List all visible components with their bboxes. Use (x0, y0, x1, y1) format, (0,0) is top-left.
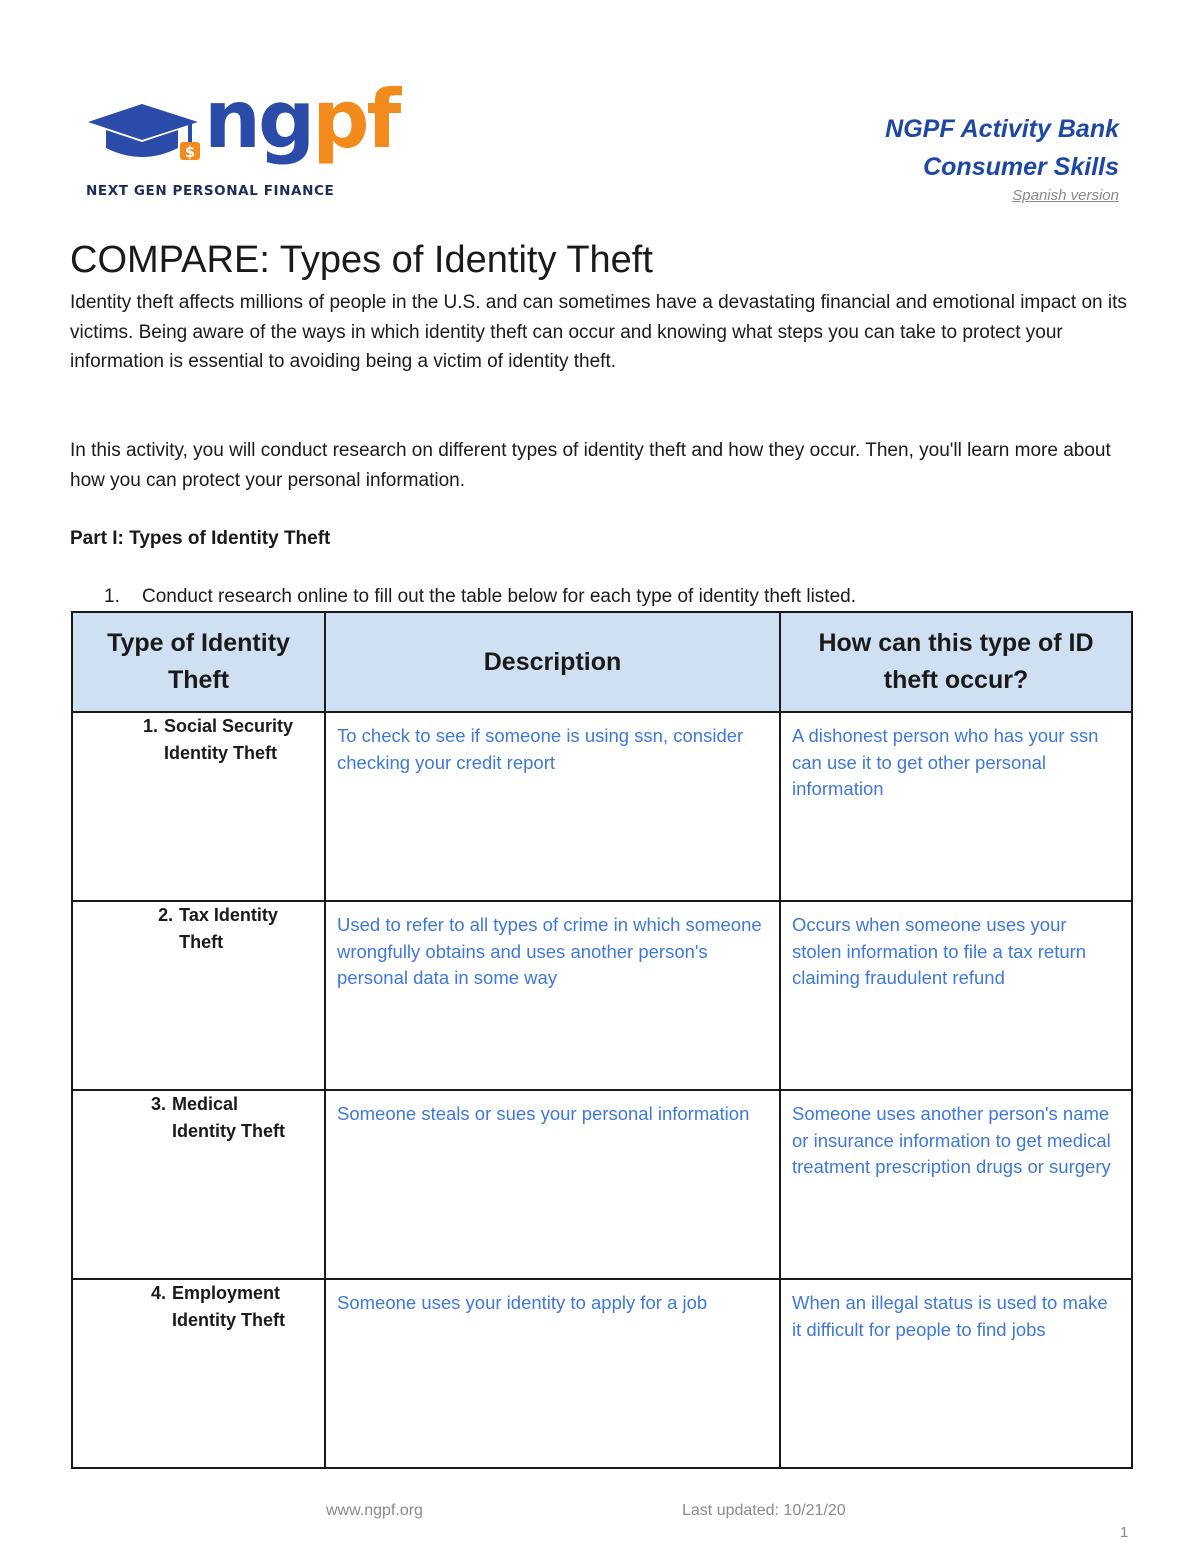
how-answer[interactable]: When an illegal status is used to make it difficult for people to find jobs (780, 1279, 1132, 1468)
col-header-description: Description (325, 612, 780, 712)
table-row (72, 712, 1132, 901)
ngpf-logo (86, 73, 399, 206)
description-answer[interactable]: To check to see if someone is using ssn, consider checking your credit report (325, 712, 780, 901)
table-row (72, 901, 1132, 1090)
step-number: 1. (104, 586, 120, 607)
col-header-type: Type of Identity Theft (72, 612, 325, 712)
activity-bank-label: NGPF Activity Bank (885, 115, 1119, 143)
category-label: Consumer Skills (923, 153, 1119, 181)
table-row (72, 1279, 1132, 1468)
type-cell (72, 901, 325, 1090)
col-header-how: How can this type of ID theft occur? (780, 612, 1132, 712)
activity-paragraph: In this activity, you will conduct research on different types of identity theft and how they occur. Then, you'll learn more about how you can protect your personal information. (70, 440, 1111, 491)
type-label: Employment (172, 1283, 281, 1303)
type-cell (72, 712, 325, 901)
instruction-step (104, 583, 856, 611)
logo-wordmark: ngpf (204, 73, 399, 166)
row-number: 4. (150, 1283, 166, 1303)
type-label: Medical (172, 1094, 239, 1114)
step-text: Conduct research online to fill out the table below for each type of identity theft listed. (142, 586, 856, 607)
type-label: Identity Theft (172, 1310, 285, 1330)
footer-url-link[interactable]: www.ngpf.org (326, 1502, 423, 1519)
type-label: Theft (179, 932, 224, 952)
table-row (72, 1090, 1132, 1279)
spanish-version-link[interactable]: Spanish version (1012, 187, 1119, 204)
svg-text:$: $ (184, 143, 196, 161)
graduation-cap-icon (86, 100, 204, 180)
description-answer[interactable]: Someone uses your identity to apply for a job (325, 1279, 780, 1468)
header-block (885, 110, 1119, 206)
page-title: COMPARE: Types of Identity Theft (70, 239, 653, 281)
page-number: 1 (1120, 1524, 1129, 1541)
row-number: 1. (142, 716, 158, 736)
description-answer[interactable]: Someone steals or sues your personal information (325, 1090, 780, 1279)
how-answer[interactable]: Occurs when someone uses your stolen information to file a tax return claiming fraudulent refund (780, 901, 1132, 1090)
table-header-row (72, 612, 1132, 712)
logo-tagline: NEXT GEN PERSONAL FINANCE (86, 183, 335, 199)
how-answer[interactable]: Someone uses another person's name or insurance information to get medical treatment prescription drugs or surgery (780, 1090, 1132, 1279)
part-heading: Part I: Types of Identity Theft (70, 528, 331, 549)
type-label: Social Security (163, 716, 294, 736)
identity-theft-table (71, 611, 1133, 1469)
type-label: Identity Theft (163, 743, 277, 763)
how-answer[interactable]: A dishonest person who has your ssn can use it to get other personal information (780, 712, 1132, 901)
row-number: 3. (150, 1094, 166, 1114)
row-number: 2. (158, 905, 174, 925)
description-answer[interactable]: Used to refer to all types of crime in which someone wrongfully obtains and uses another person's personal data in some way (325, 901, 780, 1090)
type-cell (72, 1090, 325, 1279)
footer-last-updated: Last updated: 10/21/20 (682, 1502, 846, 1519)
intro-paragraph: Identity theft affects millions of people in the U.S. and can sometimes have a devastating financial and emotional impact on its victims. Being aware of the ways in which identity theft can occur and knowing what steps you can take to protect your information is essential to avoiding being a victim of identity theft. (70, 292, 1127, 372)
type-label: Identity Theft (172, 1121, 285, 1141)
type-label: Tax Identity (179, 905, 278, 925)
type-cell (72, 1279, 325, 1468)
